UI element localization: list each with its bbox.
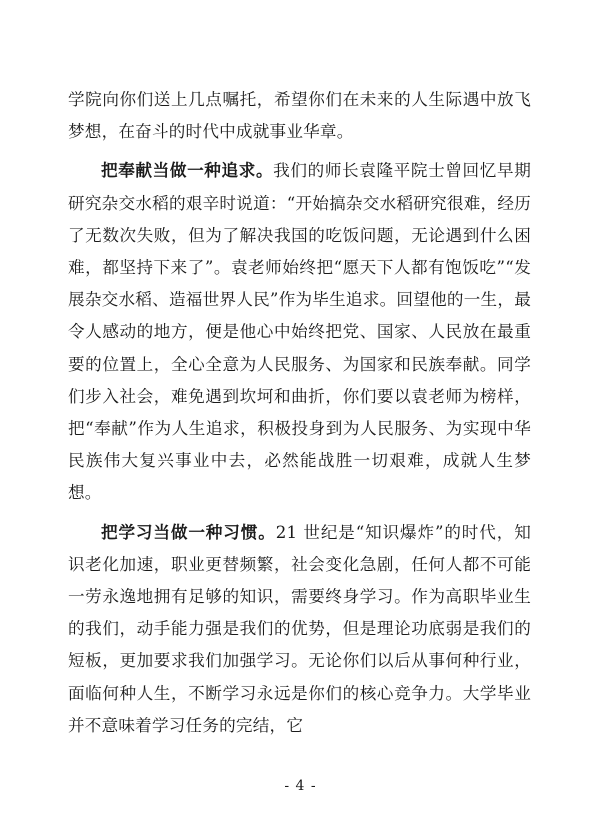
paragraph-3-text: 21 世纪是“知识爆炸”的时代，知识老化加速，职业更替频繁，社会变化急剧，任何人都不可能一劳永逸地拥有足够的知识，需要终身学习。作为高职毕业生的我们，动手能力强是我们的优势，但是理论功底弱是我们的短板，更加要求我们加强学习。无论你们以后从事何种行业，面临何种人生，不断学习永远是你们的核心竞争力。大学毕业并不意味着学习任务的完结，它 <box>68 522 532 735</box>
paragraph-2-text: 我们的师长袁隆平院士曾回忆早期研究杂交水稻的艰辛时说道：“开始搞杂交水稻研究很难，经历了无数次失败，但为了解决我国的吃饭问题，无论遇到什么困难，都坚持下来了”。袁老师始终把“愿天下人都有饱饭吃”“发展杂交水稻、造福世界人民”作为毕生追求。回望他的一生，最令人感动的地方，便是他心中始终把党、国家、人民放在最重要的位置上，全心全意为人民服务、为国家和民族奉献。同学们步入社会，难免遇到坎坷和曲折，你们要以袁老师为榜样，把“奉献”作为人生追求，积极投身到为人民服务、为实现中华民族伟大复兴事业中去，必然能战胜一切艰难，成就人生梦想。 <box>68 161 532 503</box>
paragraph-1 <box>68 84 531 148</box>
paragraph-3-lead: 把学习当做一种习惯。 <box>101 521 276 542</box>
page-body <box>68 84 531 744</box>
paragraph-2-lead: 把奉献当做一种追求。 <box>101 160 274 181</box>
page-number: - 4 - <box>284 778 317 794</box>
paragraph-2 <box>68 154 531 509</box>
paragraph-3 <box>68 516 531 742</box>
paragraph-1-text: 学院向你们送上几点嘱托，希望你们在未来的人生际遇中放飞梦想，在奋斗的时代中成就事业华章。 <box>68 90 531 142</box>
